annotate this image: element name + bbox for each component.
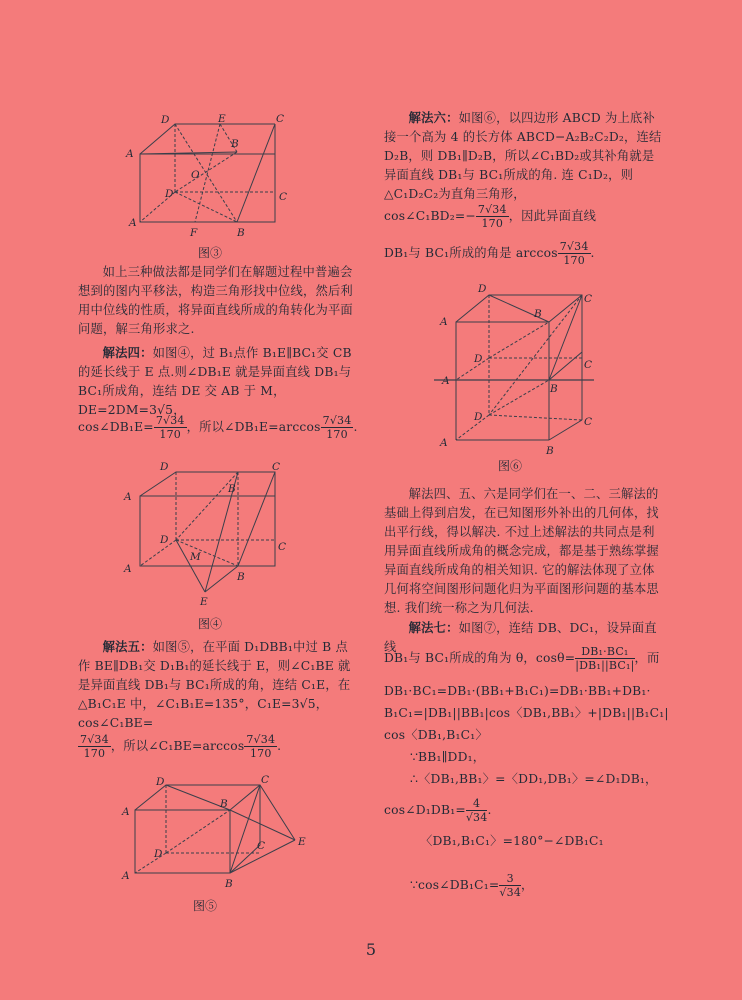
svg-text:C: C — [584, 359, 593, 371]
svg-text:C: C — [276, 113, 285, 125]
method-6-frac-num-2: 7√34 — [559, 240, 589, 253]
method-6-tail: ，因此异面直线 — [508, 209, 597, 223]
method-4 — [78, 343, 360, 420]
method-5-frac-den-2: 170 — [249, 747, 272, 760]
method-4-tail: ，所以∠DB₁E=arccos — [186, 420, 321, 434]
method-7-line8-num: 4 — [466, 797, 488, 811]
method-4-frac-den: 170 — [159, 428, 182, 441]
method-5-result-line: $\frac{7√34}{170}$ ，所以∠C₁BE=arccos $\frac{7√34}{170}$ . — [80, 733, 282, 760]
svg-text:E: E — [200, 596, 208, 608]
method-7-text: 如图⑦，连结 DB、DC₁，设异面直线 — [384, 621, 657, 654]
svg-text:D: D — [474, 353, 483, 365]
method-7-frac-num: DB₁·BC₁ — [575, 645, 634, 659]
method-6-title: 解法六： — [408, 110, 459, 125]
figure-4 — [120, 460, 295, 610]
svg-text:B: B — [228, 483, 236, 495]
svg-text:D: D — [161, 114, 170, 126]
svg-text:B: B — [546, 445, 554, 457]
svg-text:B: B — [237, 227, 245, 239]
method-6-line2-text: DB₁与 BC₁所成的角是 arccos — [384, 246, 558, 260]
method-5-text: 如图⑤，在平面 D₁DBB₁中过 B 点作 BE∥DB₁交 D₁B₁的延长线于 E，则∠C₁BE 就是异面直线 DB₁与 BC₁所成的角，连结 C₁E，在△B₁C₁E 中，∠C₁B₁E=135°，C₁E=3√5，cos∠C₁BE= — [78, 640, 351, 730]
svg-text:C: C — [261, 775, 270, 786]
svg-text:B: B — [220, 798, 228, 810]
method-7-title: 解法七： — [408, 620, 459, 635]
svg-text:C: C — [278, 541, 287, 553]
method-5 — [78, 637, 360, 733]
method-6-frac-den: 170 — [481, 217, 504, 230]
svg-text:A: A — [442, 375, 450, 387]
method-5-frac-den: 170 — [83, 747, 106, 760]
paragraph-summary-1: 如上三种做法都是同学们在解题过程中普遍会想到的图内平移法，构造三角形找中位线，然后利用中位线的性质，将异面直线所成的角转化为平面问题，解三角形求之. — [78, 265, 353, 336]
svg-text:B: B — [225, 878, 233, 890]
figure-5 — [120, 775, 320, 895]
method-7-line10-text: ∵cos∠DB₁C₁= — [410, 878, 500, 892]
figure-4-caption: 图④ — [197, 617, 222, 631]
svg-text:M: M — [190, 551, 201, 563]
method-7-line10: ∵cos∠DB₁C₁= $\frac{3}{√34}$ ， — [410, 872, 534, 899]
method-7-line3: DB₁·BC₁=DB₁·(BB₁+B₁C₁)=DB₁·BB₁+DB₁· — [384, 684, 651, 698]
svg-text:D: D — [156, 776, 165, 788]
figure-5-caption: 图⑤ — [192, 899, 217, 913]
svg-text:D: D — [165, 188, 174, 200]
svg-text:E: E — [298, 836, 306, 848]
svg-text:O: O — [191, 169, 200, 181]
svg-text:D: D — [478, 283, 487, 295]
method-6-line2: DB₁与 BC₁所成的角是 arccos $\frac{7√34}{170}$ . — [384, 240, 595, 267]
method-7-line2-text: DB₁与 BC₁所成的角为 θ，cosθ= — [384, 651, 576, 665]
method-7-line10-num: 3 — [499, 872, 521, 886]
method-4-frac-den-2: 170 — [326, 428, 348, 441]
method-5-frac-num: 7√34 — [80, 733, 109, 746]
svg-text:D: D — [474, 411, 483, 423]
paragraph-summary-2: 解法四、五、六是同学们在一、二、三解法的基础上得到启发，在已知图形外补出的几何体，找出平行线，得以解决. 不过上述解法的共同点是利用异面直线所成角的概念完成，都是基于熟练掌握异面直线所成角的相关知识. 它的解法体现了立体几何将空间图形问题化归为平面图形问题的基本思想. 我们统一称之为几何法. — [384, 487, 659, 615]
method-4-text: 如图④，过 B₁点作 B₁E∥BC₁交 CB 的延长线于 E 点.则∠DB₁E 就是异面直线 DB₁与 BC₁所成角，连结 DE 交 AB 于 M，DE=2DM=3√5， — [78, 346, 352, 417]
svg-text:E: E — [218, 113, 226, 125]
svg-text:A: A — [122, 870, 130, 882]
method-4-cos-line: cos∠DB₁E= $\frac{7√34}{170}$ ，所以∠DB₁E=arccos $\frac{7√34}{170}$ . — [78, 414, 358, 441]
figure-6-caption: 图⑥ — [497, 459, 522, 473]
method-6-frac-num: 7√34 — [477, 203, 507, 216]
svg-text:C: C — [279, 191, 288, 203]
svg-text:B: B — [237, 571, 245, 583]
svg-text:C: C — [584, 293, 593, 305]
method-7-line6: ∵BB₁∥DD₁， — [410, 750, 486, 764]
page-number: 5 — [365, 940, 377, 959]
method-6-frac-den-2: 170 — [563, 254, 585, 267]
method-7-line8: cos∠D₁DB₁= $\frac{4}{√34}$ . — [384, 797, 492, 824]
method-7-line5: cos〈DB₁,B₁C₁〉 — [384, 728, 488, 742]
svg-text:A: A — [440, 437, 448, 449]
svg-text:A: A — [124, 491, 132, 503]
svg-text:D: D — [160, 534, 169, 546]
method-5-title: 解法五： — [102, 639, 153, 654]
method-7-line4: B₁C₁=|DB₁||BB₁|cos〈DB₁,BB₁〉+|DB₁||B₁C₁| — [384, 706, 669, 720]
figure-3 — [125, 112, 290, 247]
method-6-cos-line — [384, 203, 674, 230]
svg-text:D: D — [154, 848, 163, 860]
method-4-title: 解法四： — [102, 345, 153, 360]
method-5-frac-num-2: 7√34 — [246, 733, 276, 746]
svg-text:A: A — [126, 148, 134, 160]
figure-6 — [434, 280, 614, 458]
method-6-text: 如图⑥，以四边形 ABCD 为上底补接一个高为 4 的长方体 ABCD−A₂B₂C₂D₂，连结 D₂B，则 DB₁∥D₂B，所以∠C₁BD₂或其补角就是异面直线 DB₁与 BC₁所成的角. 连 C₁D₂，则△C₁D₂C₂为直角三角形， — [384, 111, 662, 201]
method-5-tail: ，所以∠C₁BE=arccos — [110, 739, 245, 753]
method-7-line9: 〈DB₁,B₁C₁〉=180°−∠DB₁C₁ — [420, 834, 604, 848]
method-7-and: ，而 — [634, 651, 660, 665]
svg-text:C: C — [272, 461, 281, 473]
method-7-line8-den: √34 — [465, 811, 488, 824]
method-6-cos: cos∠C₁BD₂=− — [384, 209, 476, 223]
method-7-line2 — [384, 645, 674, 672]
svg-text:D: D — [160, 461, 169, 473]
method-4-frac-num: 7√34 — [155, 414, 185, 427]
svg-text:A: A — [129, 217, 137, 229]
method-7-frac-den: |DB₁||BC₁| — [575, 659, 635, 672]
svg-text:C: C — [257, 840, 266, 852]
method-6 — [384, 108, 666, 204]
svg-text:A: A — [124, 563, 132, 575]
svg-text:B: B — [231, 138, 239, 150]
svg-text:A: A — [122, 806, 130, 818]
method-4-cos: cos∠DB₁E= — [78, 420, 154, 434]
method-7-line8-text: cos∠D₁DB₁= — [384, 803, 466, 817]
svg-text:C: C — [584, 416, 593, 428]
svg-text:A: A — [440, 316, 448, 328]
svg-text:B: B — [534, 308, 542, 320]
method-7-line7: ∴〈DB₁,BB₁〉=〈DD₁,DB₁〉=∠D₁DB₁， — [410, 772, 658, 786]
method-4-frac-num-2: 7√34 — [322, 414, 352, 427]
svg-text:B: B — [550, 383, 558, 395]
method-7-line10-den: √34 — [499, 886, 522, 899]
svg-text:F: F — [190, 227, 198, 239]
figure-3-caption: 图③ — [197, 246, 222, 260]
